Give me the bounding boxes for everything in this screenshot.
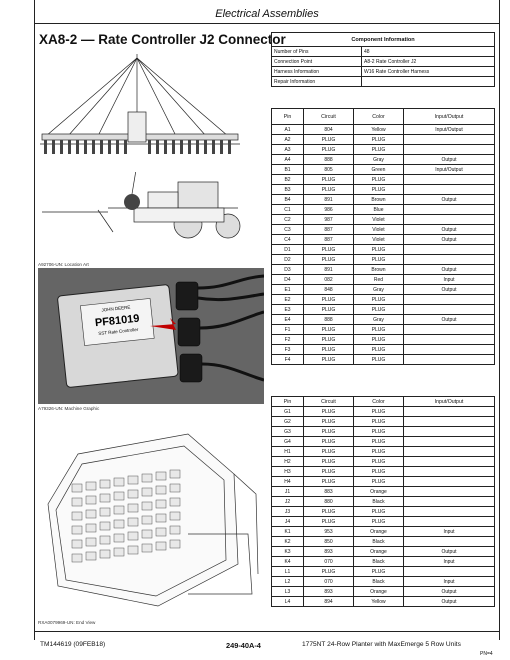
- io-cell: [404, 305, 495, 315]
- section-title: Electrical Assemblies: [215, 8, 319, 20]
- pin-row: [272, 547, 495, 557]
- header-rule: [34, 23, 500, 24]
- color-cell: Brown: [354, 265, 404, 275]
- pin-cell: J4: [272, 517, 304, 527]
- pin-row: [272, 145, 495, 155]
- color-cell: PLUG: [354, 175, 404, 185]
- color-cell: PLUG: [354, 427, 404, 437]
- pin-cell: J3: [272, 507, 304, 517]
- circuit-cell: 805: [304, 165, 354, 175]
- io-cell: [404, 507, 495, 517]
- color-cell: Blue: [354, 205, 404, 215]
- pin-row: [272, 235, 495, 245]
- pin-cell: E2: [272, 295, 304, 305]
- circuit-cell: 887: [304, 235, 354, 245]
- io-cell: [404, 185, 495, 195]
- io-cell: [404, 255, 495, 265]
- circuit-cell: PLUG: [304, 417, 354, 427]
- io-cell: [404, 537, 495, 547]
- circuit-cell: PLUG: [304, 135, 354, 145]
- circuit-cell: PLUG: [304, 567, 354, 577]
- pin-row: [272, 427, 495, 437]
- circuit-cell: PLUG: [304, 295, 354, 305]
- io-cell: [404, 497, 495, 507]
- io-cell: [404, 325, 495, 335]
- component-info-title: Component Information: [272, 33, 495, 47]
- pin-cell: C2: [272, 215, 304, 225]
- color-cell: Orange: [354, 527, 404, 537]
- pin-row: [272, 305, 495, 315]
- pin-row: [272, 355, 495, 365]
- color-cell: PLUG: [354, 417, 404, 427]
- pin-row: [272, 125, 495, 135]
- color-cell: Green: [354, 165, 404, 175]
- pin-cell: E3: [272, 305, 304, 315]
- pin-cell: L3: [272, 587, 304, 597]
- color-cell: Black: [354, 557, 404, 567]
- io-cell: Output: [404, 315, 495, 325]
- io-cell: [404, 407, 495, 417]
- pin-row: [272, 315, 495, 325]
- color-cell: PLUG: [354, 457, 404, 467]
- pin-row: [272, 155, 495, 165]
- pin-row: [272, 457, 495, 467]
- color-cell: Black: [354, 497, 404, 507]
- pin-cell: D2: [272, 255, 304, 265]
- machine-graphic-caption: A79326-UN: Machine Graphic: [38, 406, 100, 411]
- page-title: XA8-2 — Rate Controller J2 Connector: [39, 32, 286, 47]
- io-cell: Output: [404, 225, 495, 235]
- pin-cell: L4: [272, 597, 304, 607]
- col-header-color: Color: [354, 109, 404, 125]
- col-header-io: Input/Output: [404, 109, 495, 125]
- pin-cell: G3: [272, 427, 304, 437]
- color-cell: PLUG: [354, 135, 404, 145]
- io-cell: Input: [404, 577, 495, 587]
- pin-row: [272, 517, 495, 527]
- pin-cell: B4: [272, 195, 304, 205]
- col-header-pin: Pin: [272, 397, 304, 407]
- color-cell: Black: [354, 537, 404, 547]
- pin-cell: F2: [272, 335, 304, 345]
- circuit-cell: PLUG: [304, 467, 354, 477]
- pin-cell: D3: [272, 265, 304, 275]
- circuit-cell: 986: [304, 205, 354, 215]
- color-cell: PLUG: [354, 567, 404, 577]
- circuit-cell: 070: [304, 557, 354, 567]
- circuit-cell: PLUG: [304, 335, 354, 345]
- pin-cell: F1: [272, 325, 304, 335]
- io-cell: [404, 447, 495, 457]
- pin-row: [272, 225, 495, 235]
- color-cell: PLUG: [354, 447, 404, 457]
- pin-cell: F3: [272, 345, 304, 355]
- io-cell: Input: [404, 527, 495, 537]
- pin-row: [272, 447, 495, 457]
- io-cell: Input/Output: [404, 125, 495, 135]
- pin-row: [272, 285, 495, 295]
- col-header-circuit: Circuit: [304, 397, 354, 407]
- pin-table-g-l: [271, 396, 495, 607]
- circuit-cell: 082: [304, 275, 354, 285]
- io-cell: Output: [404, 597, 495, 607]
- pin-row: [272, 507, 495, 517]
- io-cell: [404, 145, 495, 155]
- pin-cell: B2: [272, 175, 304, 185]
- io-cell: Output: [404, 285, 495, 295]
- pin-row: [272, 497, 495, 507]
- pin-row: [272, 527, 495, 537]
- pin-row: [272, 567, 495, 577]
- circuit-cell: PLUG: [304, 305, 354, 315]
- io-cell: Input: [404, 275, 495, 285]
- io-cell: Output: [404, 265, 495, 275]
- pin-cell: E1: [272, 285, 304, 295]
- pin-row: [272, 577, 495, 587]
- pin-row: [272, 275, 495, 285]
- color-cell: PLUG: [354, 477, 404, 487]
- io-cell: [404, 215, 495, 225]
- col-header-pin: Pin: [272, 109, 304, 125]
- io-cell: Input/Output: [404, 165, 495, 175]
- pin-row: [272, 215, 495, 225]
- color-cell: Yellow: [354, 597, 404, 607]
- io-cell: Output: [404, 155, 495, 165]
- io-cell: [404, 477, 495, 487]
- io-cell: [404, 437, 495, 447]
- component-info-table: [271, 32, 495, 87]
- io-cell: [404, 205, 495, 215]
- pin-cell: C1: [272, 205, 304, 215]
- pin-cell: K3: [272, 547, 304, 557]
- color-cell: Orange: [354, 487, 404, 497]
- color-cell: PLUG: [354, 437, 404, 447]
- io-cell: [404, 355, 495, 365]
- circuit-cell: PLUG: [304, 325, 354, 335]
- pin-cell: J1: [272, 487, 304, 497]
- location-art-planter-top: [38, 52, 264, 170]
- circuit-cell: PLUG: [304, 477, 354, 487]
- circuit-cell: 893: [304, 587, 354, 597]
- pin-row: [272, 325, 495, 335]
- pin-cell: A4: [272, 155, 304, 165]
- footer-page-number: 249-40A-4: [226, 641, 261, 650]
- circuit-cell: 804: [304, 125, 354, 135]
- circuit-cell: 848: [304, 285, 354, 295]
- io-cell: [404, 417, 495, 427]
- pin-row: [272, 195, 495, 205]
- pin-cell: G1: [272, 407, 304, 417]
- circuit-cell: 987: [304, 215, 354, 225]
- circuit-cell: 888: [304, 155, 354, 165]
- pin-cell: H4: [272, 477, 304, 487]
- color-cell: PLUG: [354, 255, 404, 265]
- io-cell: Input: [404, 557, 495, 567]
- pin-cell: E4: [272, 315, 304, 325]
- io-cell: [404, 467, 495, 477]
- circuit-cell: 070: [304, 577, 354, 587]
- circuit-cell: PLUG: [304, 507, 354, 517]
- circuit-cell: PLUG: [304, 245, 354, 255]
- pin-cell: H2: [272, 457, 304, 467]
- location-art-planter-side: [38, 172, 264, 256]
- col-header-circuit: Circuit: [304, 109, 354, 125]
- circuit-cell: PLUG: [304, 175, 354, 185]
- circuit-cell: PLUG: [304, 447, 354, 457]
- info-label: Number of Pins: [272, 47, 362, 57]
- info-value: A8-2 Rate Controller J2: [362, 57, 495, 67]
- circuit-cell: PLUG: [304, 437, 354, 447]
- pin-row: [272, 477, 495, 487]
- color-cell: Orange: [354, 587, 404, 597]
- pin-cell: G4: [272, 437, 304, 447]
- pin-cell: D4: [272, 275, 304, 285]
- circuit-cell: 880: [304, 497, 354, 507]
- color-cell: Orange: [354, 547, 404, 557]
- info-value: [362, 77, 495, 87]
- color-cell: Gray: [354, 285, 404, 295]
- circuit-cell: 894: [304, 597, 354, 607]
- pin-row: [272, 417, 495, 427]
- end-view-caption: RXA0079969-UN: End View: [38, 620, 96, 625]
- color-cell: PLUG: [354, 517, 404, 527]
- pin-cell: A1: [272, 125, 304, 135]
- pin-cell: K2: [272, 537, 304, 547]
- io-cell: [404, 295, 495, 305]
- color-cell: Violet: [354, 225, 404, 235]
- pin-row: [272, 407, 495, 417]
- pin-row: [272, 597, 495, 607]
- color-cell: PLUG: [354, 185, 404, 195]
- pin-row: [272, 437, 495, 447]
- pin-row: [272, 205, 495, 215]
- circuit-cell: PLUG: [304, 427, 354, 437]
- io-cell: [404, 517, 495, 527]
- pin-row: [272, 587, 495, 597]
- io-cell: Output: [404, 547, 495, 557]
- circuit-cell: 893: [304, 547, 354, 557]
- pin-cell: F4: [272, 355, 304, 365]
- pin-row: [272, 245, 495, 255]
- pin-cell: G2: [272, 417, 304, 427]
- pin-cell: J2: [272, 497, 304, 507]
- info-value: W16 Rate Controller Harness: [362, 67, 495, 77]
- io-cell: Output: [404, 235, 495, 245]
- pin-table-a-f: [271, 108, 495, 365]
- col-header-color: Color: [354, 397, 404, 407]
- color-cell: PLUG: [354, 335, 404, 345]
- info-label: Harness Information: [272, 67, 362, 77]
- info-label: Connection Point: [272, 57, 362, 67]
- circuit-cell: PLUG: [304, 355, 354, 365]
- io-cell: [404, 135, 495, 145]
- color-cell: PLUG: [354, 355, 404, 365]
- pin-row: [272, 185, 495, 195]
- footer-page-index: PN=4: [480, 651, 493, 657]
- circuit-cell: 888: [304, 315, 354, 325]
- machine-graphic: [38, 268, 264, 404]
- pin-row: [272, 295, 495, 305]
- pin-row: [272, 335, 495, 345]
- pin-cell: C3: [272, 225, 304, 235]
- circuit-cell: PLUG: [304, 255, 354, 265]
- pin-cell: A2: [272, 135, 304, 145]
- pin-row: [272, 557, 495, 567]
- io-cell: [404, 175, 495, 185]
- location-callout-marker: [124, 194, 140, 210]
- circuit-cell: PLUG: [304, 517, 354, 527]
- module-label-brand: JOHN DEERE: [101, 304, 131, 313]
- pin-cell: C4: [272, 235, 304, 245]
- color-cell: Black: [354, 577, 404, 587]
- footer-doc-id: TM144619 (09FEB18): [40, 641, 106, 648]
- footer-manual-title: 1775NT 24-Row Planter with MaxEmerge 5 Row Units: [302, 641, 461, 648]
- pin-row: [272, 165, 495, 175]
- pin-row: [272, 487, 495, 497]
- pin-cell: A3: [272, 145, 304, 155]
- color-cell: PLUG: [354, 305, 404, 315]
- info-label: Repair Information: [272, 77, 362, 87]
- circuit-cell: PLUG: [304, 145, 354, 155]
- color-cell: Brown: [354, 195, 404, 205]
- connector-end-view: [38, 414, 264, 614]
- color-cell: Gray: [354, 315, 404, 325]
- pin-row: [272, 255, 495, 265]
- circuit-cell: PLUG: [304, 345, 354, 355]
- pin-cell: L1: [272, 567, 304, 577]
- color-cell: Violet: [354, 235, 404, 245]
- color-cell: PLUG: [354, 467, 404, 477]
- circuit-cell: 887: [304, 225, 354, 235]
- info-value: 48: [362, 47, 495, 57]
- pin-cell: D1: [272, 245, 304, 255]
- color-cell: PLUG: [354, 325, 404, 335]
- circuit-cell: 883: [304, 487, 354, 497]
- io-cell: Output: [404, 587, 495, 597]
- pin-cell: L2: [272, 577, 304, 587]
- circuit-cell: 891: [304, 195, 354, 205]
- io-cell: [404, 335, 495, 345]
- pin-cell: K4: [272, 557, 304, 567]
- pin-row: [272, 345, 495, 355]
- pin-cell: K1: [272, 527, 304, 537]
- pin-row: [272, 537, 495, 547]
- footer-rule: [34, 631, 500, 632]
- pin-cell: B3: [272, 185, 304, 195]
- pin-row: [272, 135, 495, 145]
- io-cell: Output: [404, 195, 495, 205]
- col-header-io: Input/Output: [404, 397, 495, 407]
- pin-row: [272, 467, 495, 477]
- location-art-caption: A92706-UN: Location Art: [38, 262, 89, 267]
- color-cell: PLUG: [354, 245, 404, 255]
- circuit-cell: 850: [304, 537, 354, 547]
- pin-cell: B1: [272, 165, 304, 175]
- color-cell: Yellow: [354, 125, 404, 135]
- pin-row: [272, 175, 495, 185]
- io-cell: [404, 567, 495, 577]
- color-cell: PLUG: [354, 407, 404, 417]
- color-cell: PLUG: [354, 345, 404, 355]
- circuit-cell: PLUG: [304, 457, 354, 467]
- io-cell: [404, 245, 495, 255]
- circuit-cell: PLUG: [304, 185, 354, 195]
- io-cell: [404, 345, 495, 355]
- color-cell: PLUG: [354, 295, 404, 305]
- pin-cell: H3: [272, 467, 304, 477]
- module-label-sub: SST Rate Controller: [98, 326, 139, 337]
- io-cell: [404, 457, 495, 467]
- color-cell: Red: [354, 275, 404, 285]
- circuit-cell: PLUG: [304, 407, 354, 417]
- circuit-cell: 891: [304, 265, 354, 275]
- pin-row: [272, 265, 495, 275]
- pin-cell: H1: [272, 447, 304, 457]
- color-cell: Violet: [354, 215, 404, 225]
- color-cell: PLUG: [354, 145, 404, 155]
- color-cell: PLUG: [354, 507, 404, 517]
- color-cell: Gray: [354, 155, 404, 165]
- io-cell: [404, 487, 495, 497]
- io-cell: [404, 427, 495, 437]
- circuit-cell: 953: [304, 527, 354, 537]
- module-label-part: PF81019: [94, 312, 141, 330]
